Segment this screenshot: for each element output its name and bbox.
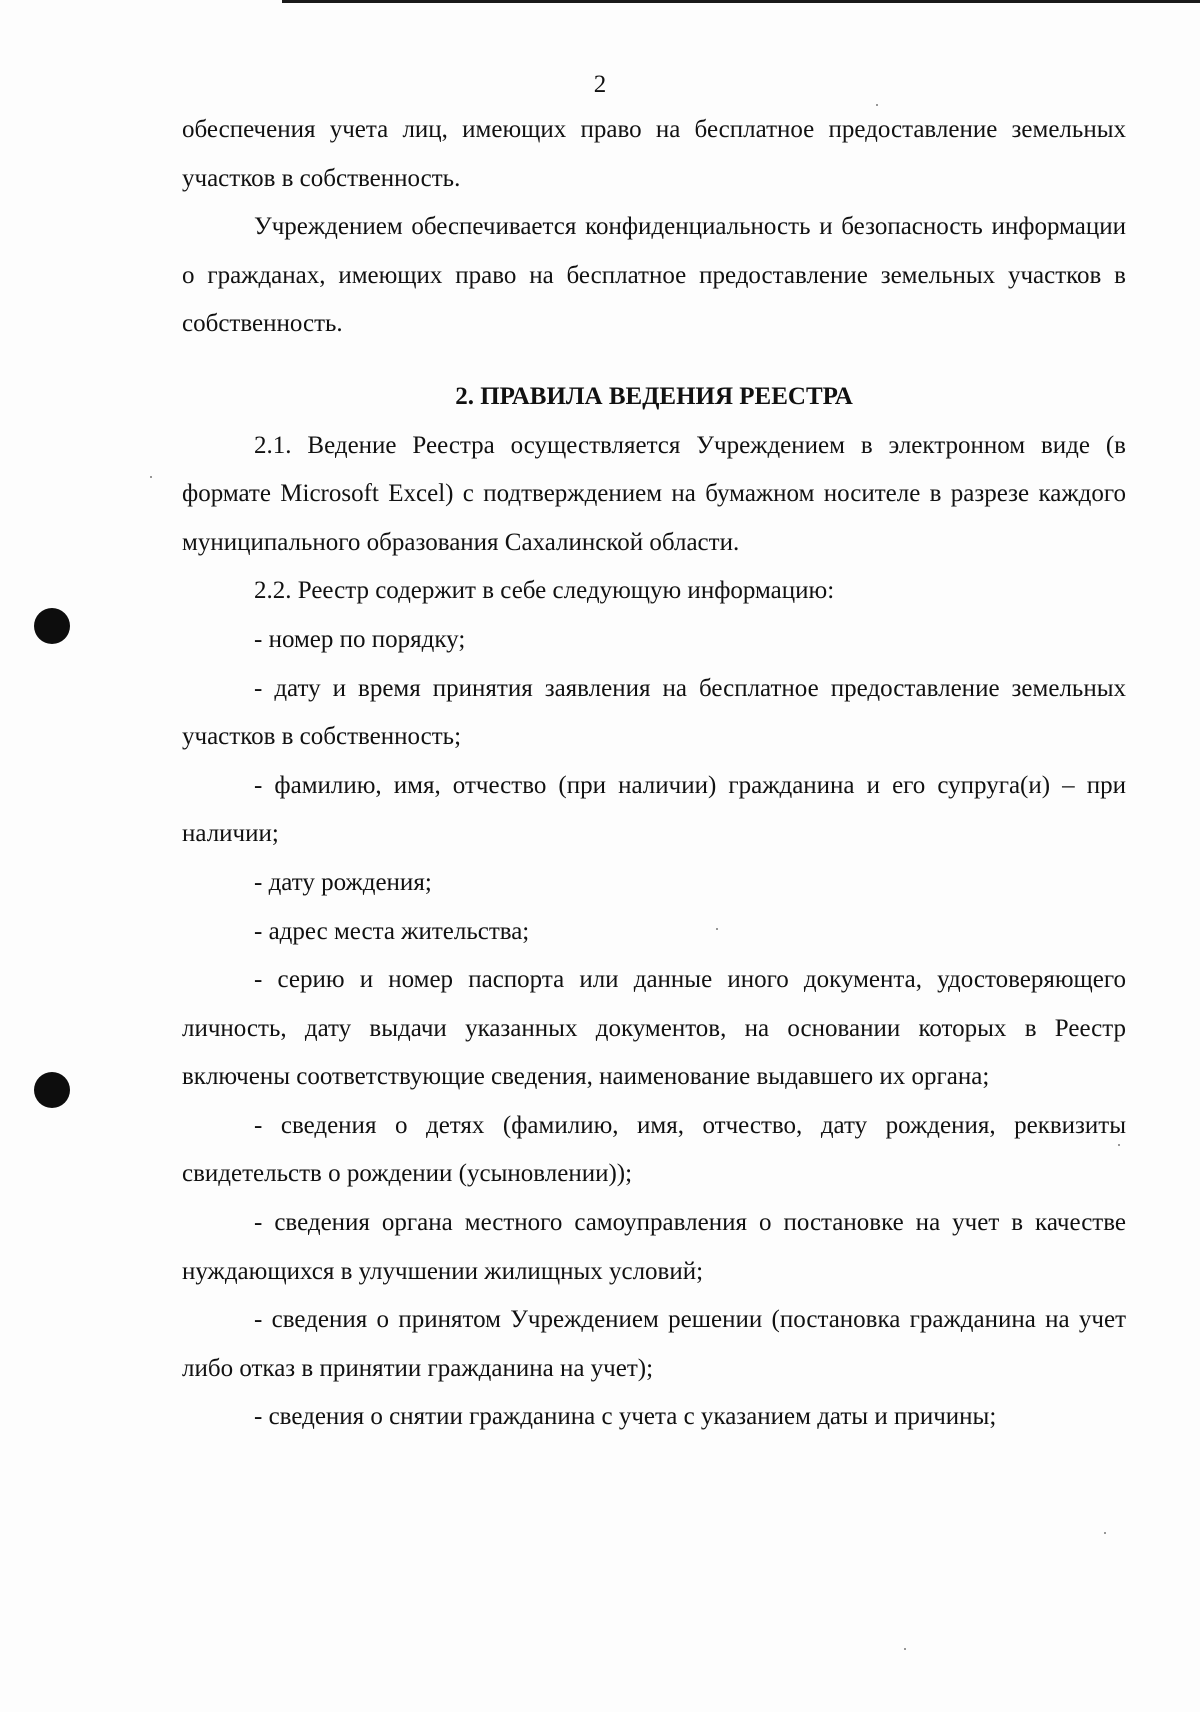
list-item: - серию и номер паспорта или данные иного документа, удостоверяющего личность, дату выдачи указанных документов, на основании которых в Реестр включены соответствующие сведения, наименование выдавшего их органа; — [182, 966, 1126, 1091]
scan-speck — [1118, 1144, 1120, 1146]
list-item: - дату и время принятия заявления на бесплатное предоставление земельных участков в собственность; — [182, 674, 1126, 751]
list-item: - дату рождения; — [254, 868, 432, 896]
page-number: 2 — [593, 71, 607, 98]
punch-hole-icon — [34, 1072, 70, 1108]
list-item: - сведения о принятом Учреждением решении (постановка гражданина на учет либо отказ в принятии гражданина на учет); — [182, 1306, 1126, 1382]
scan-speck — [716, 928, 718, 930]
list-item: - сведения органа местного самоуправления о постановке на учет в качестве нуждающихся в улучшении жилищных условий; — [182, 1209, 1126, 1285]
paragraph: 2.1. Ведение Реестра осуществляется Учреждением в электронном виде (в формате Microsoft Excel) с подтверждением на бумажном носителе в разрезе каждого муниципального образования Сахалинской области. — [182, 431, 1126, 556]
section-heading: 2. ПРАВИЛА ВЕДЕНИЯ РЕЕСТРА — [455, 382, 853, 410]
scan-speck — [1104, 1532, 1106, 1534]
paragraph: 2.2. Реестр содержит в себе следующую информацию: — [254, 577, 835, 605]
scan-speck — [904, 1648, 906, 1650]
list-item: - сведения о снятии гражданина с учета с указанием даты и причины; — [254, 1403, 997, 1431]
scan-speck — [876, 104, 878, 106]
list-item: - номер по порядку; — [254, 625, 466, 653]
list-item: - адрес места жительства; — [254, 917, 530, 945]
scan-edge-line — [282, 0, 1200, 3]
document-body — [182, 106, 1126, 1442]
list-item: - сведения о детях (фамилию, имя, отчество, дату рождения, реквизиты свидетельств о рождении (усыновлении)); — [182, 1111, 1126, 1188]
scan-speck — [150, 476, 152, 478]
list-item: - фамилию, имя, отчество (при наличии) гражданина и его супруга(и) – при наличии; — [182, 771, 1126, 848]
paragraph: Учреждением обеспечивается конфиденциальность и безопасность информации о гражданах, имеющих право на бесплатное предоставление земельных участков в собственность. — [182, 213, 1126, 338]
paragraph: обеспечения учета лиц, имеющих право на бесплатное предоставление земельных участков в собственность. — [182, 116, 1126, 192]
punch-hole-icon — [34, 608, 70, 644]
